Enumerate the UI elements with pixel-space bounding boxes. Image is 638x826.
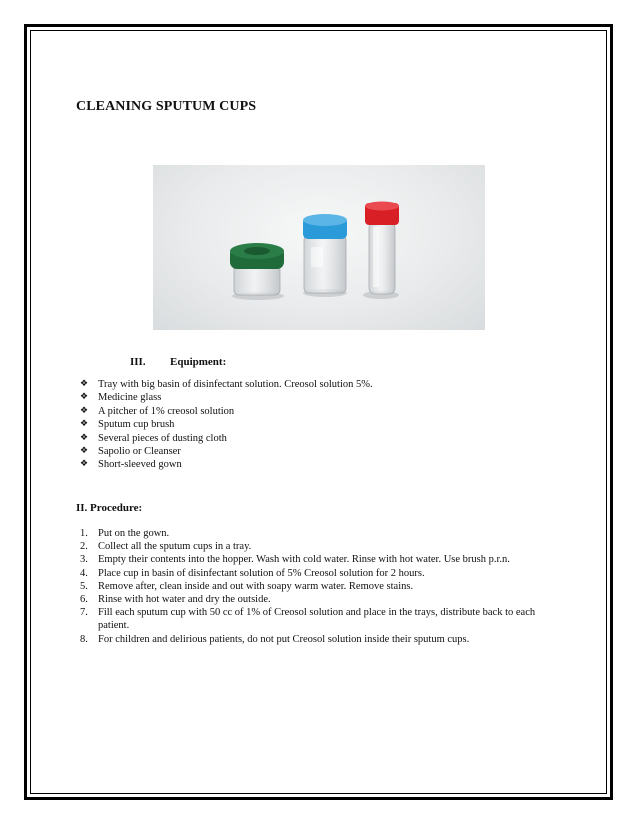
step-text: Collect all the sputum cups in a tray.: [98, 541, 252, 553]
equipment-section-number: III.: [130, 356, 146, 368]
procedure-heading: II. Procedure:: [76, 502, 143, 514]
equipment-item-text: A pitcher of 1% creosol solution: [98, 405, 235, 417]
list-item: [80, 418, 373, 431]
step-number: 2.: [80, 541, 88, 553]
diamond-bullet-icon: ❖: [80, 459, 89, 470]
diamond-bullet-icon: ❖: [80, 432, 89, 443]
step-number: 3.: [80, 554, 88, 566]
equipment-heading: [130, 356, 226, 368]
list-item: [80, 540, 560, 553]
red-cap-tube: [365, 202, 399, 295]
step-number: 1.: [80, 528, 88, 539]
list-item: [80, 553, 560, 566]
equipment-item-text: Sputum cup brush: [98, 419, 175, 431]
diamond-bullet-icon: ❖: [80, 379, 89, 389]
list-item: [80, 405, 373, 418]
list-item: [80, 567, 560, 580]
diamond-bullet-icon: ❖: [80, 419, 89, 430]
list-item: [80, 458, 373, 471]
list-item: [80, 606, 560, 632]
step-text: Empty their contents into the hopper. Wash with cold water. Rinse with hot water. Use brush p.r.n.: [98, 554, 510, 566]
list-item: [80, 580, 560, 593]
step-text: Place cup in basin of disinfectant solution of 5% Creosol solution for 2 hours.: [98, 567, 425, 579]
equipment-item-text: Tray with big basin of disinfectant solution. Creosol solution 5%.: [98, 379, 373, 390]
step-number: 4.: [80, 567, 88, 579]
step-number: 8.: [80, 633, 88, 645]
list-item: [80, 391, 373, 404]
list-item: [80, 527, 560, 540]
step-text: Put on the gown.: [98, 528, 170, 539]
equipment-item-text: Sapolio or Cleanser: [98, 446, 181, 458]
equipment-item-text: Medicine glass: [98, 392, 162, 404]
step-number: 6.: [80, 594, 88, 606]
blue-cap-cup: [303, 214, 347, 293]
procedure-list: [80, 527, 560, 646]
diamond-bullet-icon: ❖: [80, 405, 89, 416]
step-number: 7.: [80, 607, 88, 619]
step-text: For children and delirious patients, do not put Creosol solution inside their sputum cups.: [98, 633, 470, 645]
step-text: Remove after, clean inside and out with soapy warm water. Remove stains.: [98, 580, 414, 592]
equipment-list: [80, 378, 373, 472]
diamond-bullet-icon: ❖: [80, 446, 89, 457]
page-title: CLEANING SPUTUM CUPS: [76, 99, 257, 114]
equipment-heading-label: Equipment:: [170, 356, 227, 368]
list-item: [80, 633, 560, 646]
list-item: [80, 593, 560, 606]
diamond-bullet-icon: ❖: [80, 392, 89, 403]
list-item: [80, 432, 373, 445]
step-text: Rinse with hot water and dry the outside.: [98, 594, 271, 606]
equipment-item-text: Short-sleeved gown: [98, 459, 182, 471]
sputum-cups-photo: [153, 165, 485, 330]
green-cap-cup: [230, 243, 284, 295]
step-text: Fill each sputum cup with 50 cc of 1% of Creosol solution and place in the trays, distribute back to each patient.: [98, 607, 536, 632]
step-number: 5.: [80, 580, 88, 592]
list-item: [80, 445, 373, 458]
equipment-item-text: Several pieces of dusting cloth: [98, 432, 227, 444]
sputum-cups-illustration: [153, 165, 485, 330]
list-item: [80, 378, 373, 391]
